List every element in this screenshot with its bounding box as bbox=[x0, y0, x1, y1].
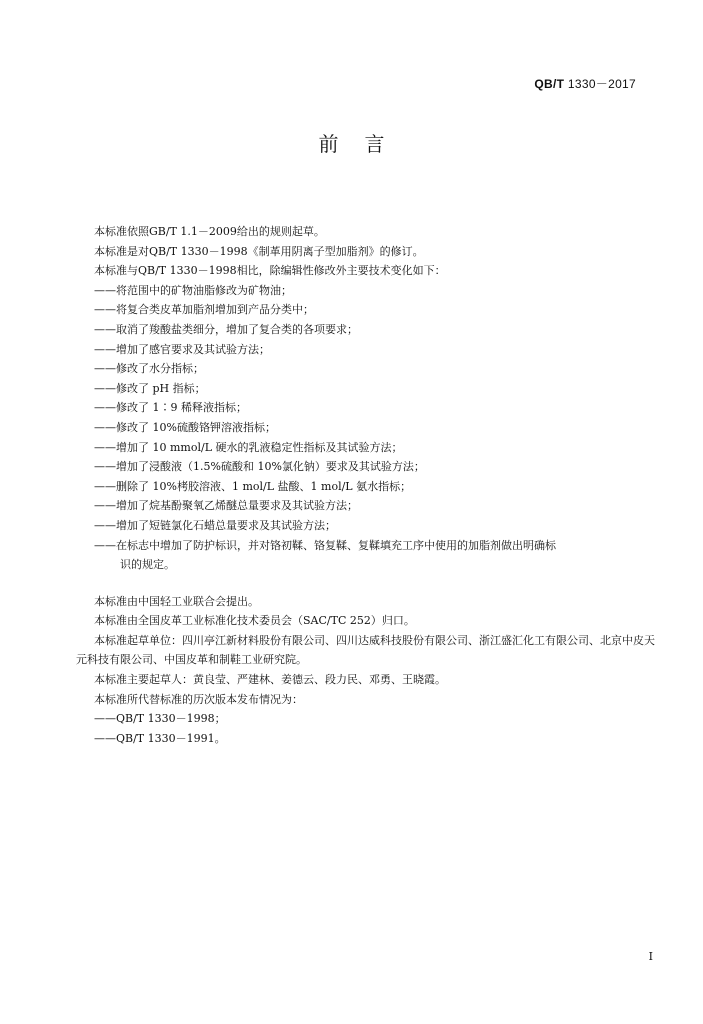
change-item: ——增加了 10 mmol/L 硬水的乳液稳定性指标及其试验方法； bbox=[94, 440, 403, 454]
change-item: ——增加了短链氯化石蜡总量要求及其试验方法； bbox=[94, 518, 336, 532]
change-item: ——修改了水分指标； bbox=[94, 362, 204, 376]
paragraph-drafting-rules: 本标准依照GB/T 1.1－2009给出的规则起草。 bbox=[94, 225, 325, 238]
change-item: ——增加了浸酸液（1.5%硫酸和 10%氯化钠）要求及其试验方法； bbox=[94, 460, 425, 474]
change-item: ——将范围中的矿物油脂修改为矿物油； bbox=[94, 283, 292, 297]
change-item: ——将复合类皮革加脂剂增加到产品分类中； bbox=[94, 303, 314, 317]
paragraph-managed-by: 本标准由全国皮革工业标准化技术委员会（SAC/TC 252）归口。 bbox=[94, 614, 415, 628]
change-item: ——修改了 10%硫酸铬钾溶液指标； bbox=[94, 420, 276, 434]
standard-code-header bbox=[534, 75, 636, 92]
paragraph-changes-intro: 本标准与QB/T 1330－1998相比，除编辑性修改外主要技术变化如下： bbox=[94, 264, 446, 278]
paragraph-drafting-units: 本标准起草单位：四川亭江新材料股份有限公司、四川达威科技股份有限公司、浙江盛汇化工有限公司、北京中皮天元科技有限公司、中国皮革和制鞋工业研究院。 bbox=[76, 633, 655, 667]
history-item: ——QB/T 1330－1998； bbox=[94, 712, 226, 726]
standard-code-number: 1330－2017 bbox=[564, 77, 636, 91]
change-item: ——取消了羧酸盐类细分，增加了复合类的各项要求； bbox=[94, 322, 358, 336]
change-item: ——删除了 10%栲胶溶液、1 mol/L 盐酸、1 mol/L 氨水指标； bbox=[94, 479, 412, 493]
standard-code-prefix: QB/T bbox=[534, 77, 565, 91]
page-number: I bbox=[648, 950, 653, 963]
change-item: ——修改了 1∶9 稀释液指标； bbox=[94, 401, 247, 415]
change-item: ——增加了烷基酚聚氧乙烯醚总量要求及其试验方法； bbox=[94, 499, 358, 513]
paragraph-drafters: 本标准主要起草人：黄良莹、严建林、姜德云、段力民、邓勇、王晓霞。 bbox=[94, 673, 446, 687]
paragraph-proposed-by: 本标准由中国轻工业联合会提出。 bbox=[94, 594, 259, 608]
paragraph-revision-of: 本标准是对QB/T 1330－1998《制革用阴离子型加脂剂》的修订。 bbox=[94, 244, 424, 258]
history-item: ——QB/T 1330－1991。 bbox=[94, 731, 226, 745]
foreword-body bbox=[76, 222, 656, 748]
change-item-marking-line1: ——在标志中增加了防护标识，并对铬初鞣、铬复鞣、复鞣填充工序中使用的加脂剂做出明确标 bbox=[94, 538, 556, 552]
change-item: ——修改了 pH 指标； bbox=[94, 381, 206, 395]
paragraph-history-intro: 本标准所代替标准的历次版本发布情况为： bbox=[94, 692, 303, 706]
paragraph-gap bbox=[76, 575, 656, 592]
change-item: ——增加了感官要求及其试验方法； bbox=[94, 342, 270, 356]
page-title: 前言 bbox=[318, 132, 411, 156]
change-item-marking-line2: 识的规定。 bbox=[120, 558, 175, 572]
